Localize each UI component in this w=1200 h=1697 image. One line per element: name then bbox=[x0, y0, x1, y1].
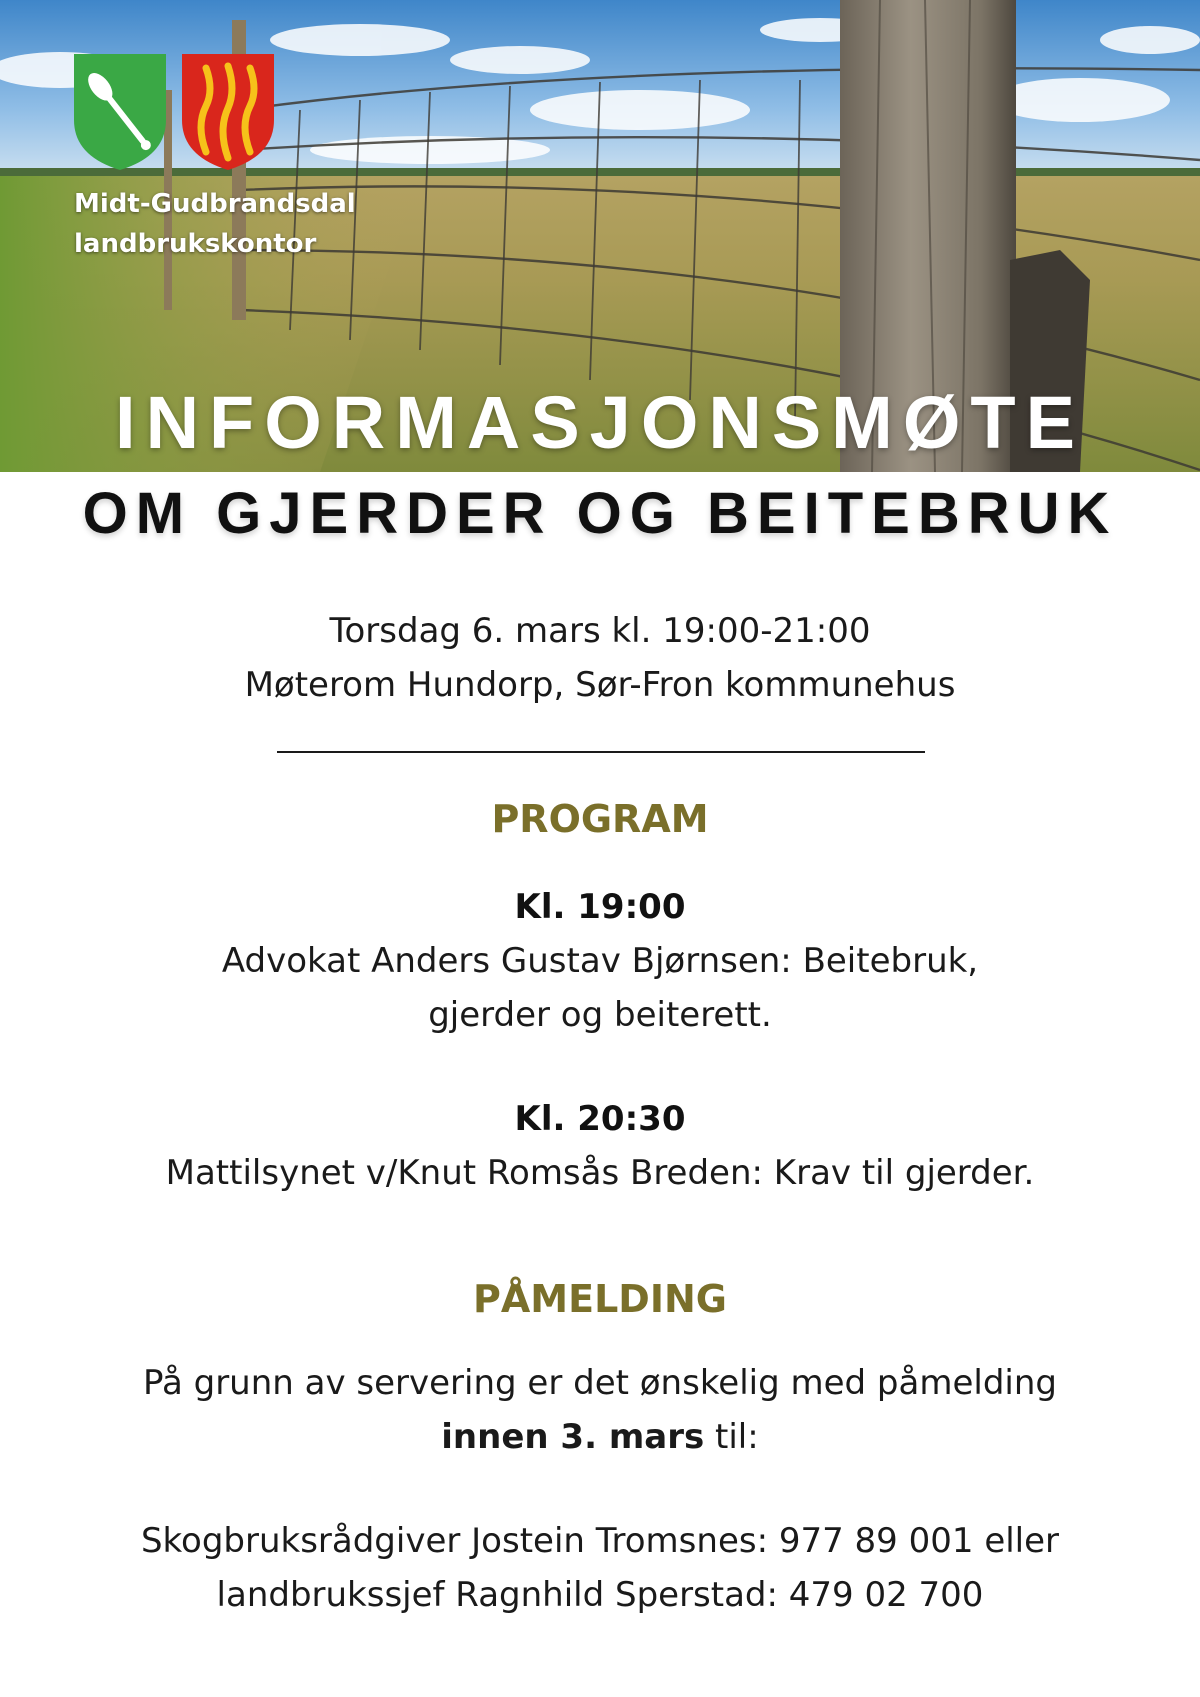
contact-2: landbrukssjef Ragnhild Sperstad: 479 02 700 bbox=[216, 1575, 984, 1615]
registration-line-1: På grunn av servering er det ønskelig med påmelding bbox=[143, 1363, 1057, 1403]
event-location: Møterom Hundorp, Sør-Fron kommunehus bbox=[244, 665, 956, 705]
registration-deadline-bold: innen 3. mars bbox=[441, 1417, 705, 1457]
divider-line bbox=[277, 751, 925, 753]
poster-subtitle: OM GJERDER OG BEITEBRUK bbox=[82, 481, 1118, 546]
poster-title: INFORMASJONSMØTE bbox=[115, 381, 1085, 464]
event-datetime: Torsdag 6. mars kl. 19:00-21:00 bbox=[329, 611, 871, 651]
program-item-2-time: Kl. 20:30 bbox=[514, 1099, 686, 1139]
paddle-crest-icon bbox=[74, 54, 166, 170]
flame-crest-icon bbox=[182, 54, 274, 170]
org-line-1: Midt-Gudbrandsdal bbox=[74, 189, 356, 219]
program-item-1-line-2: gjerder og beiterett. bbox=[428, 995, 772, 1035]
organization-name bbox=[74, 184, 356, 264]
contact-1: Skogbruksrådgiver Jostein Tromsnes: 977 89 001 eller bbox=[140, 1521, 1060, 1561]
registration-heading: PÅMELDING bbox=[473, 1277, 727, 1321]
registration-deadline-rest: til: bbox=[704, 1417, 759, 1457]
registration-deadline bbox=[0, 1410, 1200, 1464]
program-item-1-line-1: Advokat Anders Gustav Bjørnsen: Beitebruk, bbox=[221, 941, 979, 981]
program-item-1-time: Kl. 19:00 bbox=[514, 887, 686, 927]
program-heading: PROGRAM bbox=[491, 797, 709, 841]
program-item-2-line-1: Mattilsynet v/Knut Romsås Breden: Krav til gjerder. bbox=[165, 1153, 1035, 1193]
org-line-2: landbrukskontor bbox=[74, 229, 317, 259]
municipality-crests bbox=[74, 54, 274, 170]
